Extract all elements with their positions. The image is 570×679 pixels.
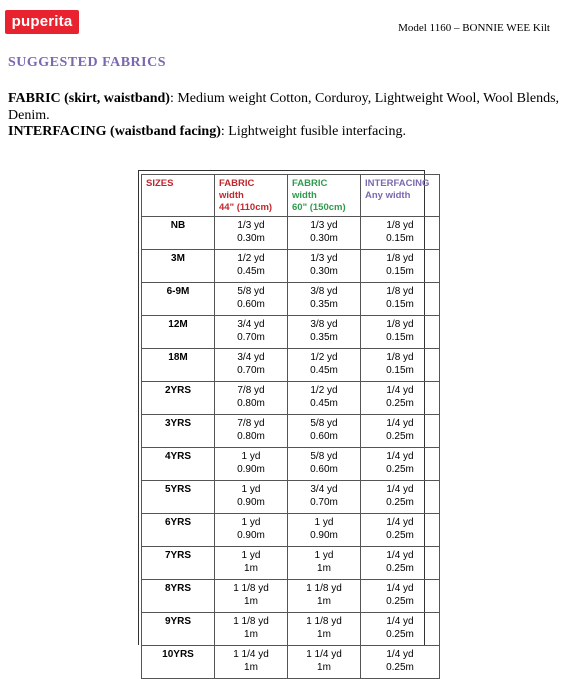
fabric-44-yards: 3/4 yd bbox=[237, 352, 265, 363]
interfacing-cell bbox=[361, 382, 440, 415]
fabric-60-yards: 1 yd bbox=[314, 550, 334, 561]
size-cell: 10YRS bbox=[142, 646, 215, 679]
fabric-44-yards: 7/8 yd bbox=[237, 385, 265, 396]
fabric-60-cell bbox=[288, 349, 361, 382]
interfacing-yards: 1/8 yd bbox=[386, 352, 414, 363]
fabric-60-cell bbox=[288, 217, 361, 250]
interfacing-meters: 0.15m bbox=[386, 266, 414, 277]
interfacing-meters: 0.15m bbox=[386, 365, 414, 376]
fabric-44-cell bbox=[215, 382, 288, 415]
fabric-44-meters: 0.70m bbox=[237, 332, 265, 343]
fabric-44-yards: 3/4 yd bbox=[237, 319, 265, 330]
fabric-60-yards: 3/4 yd bbox=[310, 484, 338, 495]
fabric-44-cell bbox=[215, 481, 288, 514]
size-cell: 8YRS bbox=[142, 580, 215, 613]
interfacing-yards: 1/8 yd bbox=[386, 253, 414, 264]
table-row bbox=[142, 382, 440, 415]
fabric-60-cell bbox=[288, 481, 361, 514]
interfacing-cell bbox=[361, 415, 440, 448]
fabric-44-yards: 7/8 yd bbox=[237, 418, 265, 429]
fabric-44-header bbox=[215, 175, 288, 217]
fabric-60-header-line1: FABRIC bbox=[292, 178, 328, 189]
fabric-60-yards: 3/8 yd bbox=[310, 319, 338, 330]
fabric-60-header-line2: width bbox=[292, 190, 317, 201]
fabric-60-cell bbox=[288, 646, 361, 679]
fabric-60-cell bbox=[288, 514, 361, 547]
fabric-60-meters: 1m bbox=[317, 662, 331, 673]
fabric-60-yards: 5/8 yd bbox=[310, 418, 338, 429]
fabric-60-cell bbox=[288, 382, 361, 415]
interfacing-yards: 1/4 yd bbox=[386, 616, 414, 627]
interfacing-cell bbox=[361, 514, 440, 547]
interfacing-cell bbox=[361, 316, 440, 349]
interfacing-meters: 0.25m bbox=[386, 497, 414, 508]
interfacing-yards: 1/8 yd bbox=[386, 319, 414, 330]
fabric-60-header bbox=[288, 175, 361, 217]
interfacing-meters: 0.15m bbox=[386, 332, 414, 343]
fabric-60-header-line3: 60" (150cm) bbox=[292, 202, 346, 213]
interfacing-cell bbox=[361, 448, 440, 481]
interfacing-cell bbox=[361, 283, 440, 316]
interfacing-meters: 0.25m bbox=[386, 398, 414, 409]
fabric-44-meters: 0.90m bbox=[237, 497, 265, 508]
fabric-text: : Medium weight Cotton, Corduroy, Lightweight Wool, Wool Blends, Denim. bbox=[8, 91, 560, 123]
interfacing-yards: 1/4 yd bbox=[386, 649, 414, 660]
interfacing-yards: 1/4 yd bbox=[386, 517, 414, 528]
fabric-60-meters: 0.90m bbox=[310, 530, 338, 541]
fabric-60-meters: 0.45m bbox=[310, 398, 338, 409]
interfacing-meters: 0.25m bbox=[386, 563, 414, 574]
fabric-44-yards: 1 yd bbox=[241, 451, 261, 462]
fabric-60-meters: 0.45m bbox=[310, 365, 338, 376]
fabric-44-yards: 1 yd bbox=[241, 550, 261, 561]
fabric-60-yards: 5/8 yd bbox=[310, 451, 338, 462]
fabric-44-yards: 1 1/8 yd bbox=[233, 616, 269, 627]
interfacing-yards: 1/8 yd bbox=[386, 286, 414, 297]
fabric-60-yards: 1 1/8 yd bbox=[306, 583, 342, 594]
size-cell: 5YRS bbox=[142, 481, 215, 514]
fabric-44-header-line2: width bbox=[219, 190, 244, 201]
table-body bbox=[142, 217, 440, 679]
table-row bbox=[142, 283, 440, 316]
size-cell: 3M bbox=[142, 250, 215, 283]
table-row bbox=[142, 547, 440, 580]
fabric-44-yards: 1/2 yd bbox=[237, 253, 265, 264]
interfacing-yards: 1/4 yd bbox=[386, 550, 414, 561]
interfacing-cell bbox=[361, 349, 440, 382]
fabric-44-cell bbox=[215, 283, 288, 316]
fabric-60-cell bbox=[288, 580, 361, 613]
fabric-44-cell bbox=[215, 613, 288, 646]
fabric-60-yards: 1/2 yd bbox=[310, 352, 338, 363]
fabric-44-meters: 1m bbox=[244, 563, 258, 574]
fabric-44-cell bbox=[215, 217, 288, 250]
fabric-60-cell bbox=[288, 448, 361, 481]
fabric-44-cell bbox=[215, 448, 288, 481]
interfacing-cell bbox=[361, 580, 440, 613]
interfacing-meters: 0.15m bbox=[386, 299, 414, 310]
size-cell: 6-9M bbox=[142, 283, 215, 316]
interfacing-cell bbox=[361, 250, 440, 283]
section-title: SUGGESTED FABRICS bbox=[8, 55, 167, 70]
interfacing-yards: 1/4 yd bbox=[386, 385, 414, 396]
fabric-44-meters: 1m bbox=[244, 629, 258, 640]
fabric-60-meters: 0.30m bbox=[310, 233, 338, 244]
fabric-44-cell bbox=[215, 415, 288, 448]
interfacing-meters: 0.25m bbox=[386, 662, 414, 673]
interfacing-meters: 0.25m bbox=[386, 530, 414, 541]
fabric-60-cell bbox=[288, 250, 361, 283]
interfacing-cell bbox=[361, 217, 440, 250]
fabric-44-yards: 5/8 yd bbox=[237, 286, 265, 297]
interfacing-meters: 0.25m bbox=[386, 464, 414, 475]
table-row bbox=[142, 514, 440, 547]
table-header-row bbox=[142, 175, 440, 217]
fabric-44-meters: 0.80m bbox=[237, 431, 265, 442]
model-title: Model 1160 – BONNIE WEE Kilt bbox=[398, 22, 550, 34]
interfacing-header bbox=[361, 175, 440, 217]
table-row bbox=[142, 349, 440, 382]
fabric-44-cell bbox=[215, 250, 288, 283]
table-row bbox=[142, 217, 440, 250]
interfacing-label: INTERFACING (waistband facing) bbox=[8, 124, 221, 139]
table-row bbox=[142, 316, 440, 349]
fabric-60-cell bbox=[288, 415, 361, 448]
fabric-60-yards: 1/3 yd bbox=[310, 253, 338, 264]
table-row bbox=[142, 415, 440, 448]
fabric-44-meters: 1m bbox=[244, 662, 258, 673]
sizes-header: SIZES bbox=[142, 175, 215, 217]
brand-logo: puperita bbox=[5, 10, 79, 34]
fabric-44-cell bbox=[215, 514, 288, 547]
interfacing-yards: 1/4 yd bbox=[386, 583, 414, 594]
fabric-44-header-line1: FABRIC bbox=[219, 178, 255, 189]
interfacing-paragraph bbox=[8, 123, 563, 140]
size-cell: 6YRS bbox=[142, 514, 215, 547]
fabric-44-meters: 0.90m bbox=[237, 530, 265, 541]
fabric-44-yards: 1 1/8 yd bbox=[233, 583, 269, 594]
size-cell: 12M bbox=[142, 316, 215, 349]
fabric-60-meters: 1m bbox=[317, 563, 331, 574]
fabric-60-yards: 1/2 yd bbox=[310, 385, 338, 396]
fabric-requirements-table bbox=[141, 174, 440, 679]
fabric-44-meters: 1m bbox=[244, 596, 258, 607]
fabric-60-meters: 0.35m bbox=[310, 299, 338, 310]
fabric-44-cell bbox=[215, 580, 288, 613]
fabric-60-cell bbox=[288, 283, 361, 316]
fabric-44-cell bbox=[215, 349, 288, 382]
size-cell: 18M bbox=[142, 349, 215, 382]
size-cell: 2YRS bbox=[142, 382, 215, 415]
fabric-60-meters: 1m bbox=[317, 596, 331, 607]
interfacing-meters: 0.25m bbox=[386, 629, 414, 640]
fabric-44-meters: 0.80m bbox=[237, 398, 265, 409]
fabric-44-yards: 1 1/4 yd bbox=[233, 649, 269, 660]
table-row bbox=[142, 646, 440, 679]
fabric-60-cell bbox=[288, 316, 361, 349]
fabric-44-meters: 0.90m bbox=[237, 464, 265, 475]
interfacing-cell bbox=[361, 613, 440, 646]
table-row bbox=[142, 580, 440, 613]
interfacing-header-line1: INTERFACING bbox=[365, 178, 430, 189]
fabric-44-yards: 1 yd bbox=[241, 517, 261, 528]
fabric-44-meters: 0.60m bbox=[237, 299, 265, 310]
table-row bbox=[142, 250, 440, 283]
interfacing-text: : Lightweight fusible interfacing. bbox=[220, 124, 406, 139]
interfacing-meters: 0.25m bbox=[386, 431, 414, 442]
fabric-44-meters: 0.30m bbox=[237, 233, 265, 244]
fabric-60-yards: 1 yd bbox=[314, 517, 334, 528]
size-cell: 7YRS bbox=[142, 547, 215, 580]
table-row bbox=[142, 481, 440, 514]
table-row bbox=[142, 448, 440, 481]
fabric-44-yards: 1 yd bbox=[241, 484, 261, 495]
interfacing-yards: 1/4 yd bbox=[386, 418, 414, 429]
fabric-60-meters: 0.60m bbox=[310, 464, 338, 475]
fabric-60-yards: 3/8 yd bbox=[310, 286, 338, 297]
fabric-60-yards: 1 1/8 yd bbox=[306, 616, 342, 627]
interfacing-cell bbox=[361, 547, 440, 580]
interfacing-cell bbox=[361, 481, 440, 514]
fabric-60-yards: 1/3 yd bbox=[310, 220, 338, 231]
fabric-44-yards: 1/3 yd bbox=[237, 220, 265, 231]
fabric-44-meters: 0.70m bbox=[237, 365, 265, 376]
fabric-label: FABRIC (skirt, waistband) bbox=[8, 91, 170, 106]
fabric-44-cell bbox=[215, 547, 288, 580]
interfacing-yards: 1/4 yd bbox=[386, 484, 414, 495]
size-cell: NB bbox=[142, 217, 215, 250]
interfacing-meters: 0.15m bbox=[386, 233, 414, 244]
fabric-44-cell bbox=[215, 316, 288, 349]
fabric-60-cell bbox=[288, 547, 361, 580]
size-cell: 4YRS bbox=[142, 448, 215, 481]
table-row bbox=[142, 613, 440, 646]
fabric-60-meters: 0.30m bbox=[310, 266, 338, 277]
interfacing-header-line2: Any width bbox=[365, 190, 411, 201]
fabric-60-meters: 0.60m bbox=[310, 431, 338, 442]
interfacing-cell bbox=[361, 646, 440, 679]
fabric-44-cell bbox=[215, 646, 288, 679]
fabric-60-cell bbox=[288, 613, 361, 646]
interfacing-yards: 1/8 yd bbox=[386, 220, 414, 231]
fabric-60-meters: 1m bbox=[317, 629, 331, 640]
fabric-44-meters: 0.45m bbox=[237, 266, 265, 277]
size-cell: 3YRS bbox=[142, 415, 215, 448]
size-cell: 9YRS bbox=[142, 613, 215, 646]
fabric-paragraph bbox=[8, 90, 563, 124]
interfacing-meters: 0.25m bbox=[386, 596, 414, 607]
fabric-60-meters: 0.70m bbox=[310, 497, 338, 508]
fabric-60-meters: 0.35m bbox=[310, 332, 338, 343]
fabric-44-header-line3: 44" (110cm) bbox=[219, 202, 273, 213]
interfacing-yards: 1/4 yd bbox=[386, 451, 414, 462]
fabric-60-yards: 1 1/4 yd bbox=[306, 649, 342, 660]
